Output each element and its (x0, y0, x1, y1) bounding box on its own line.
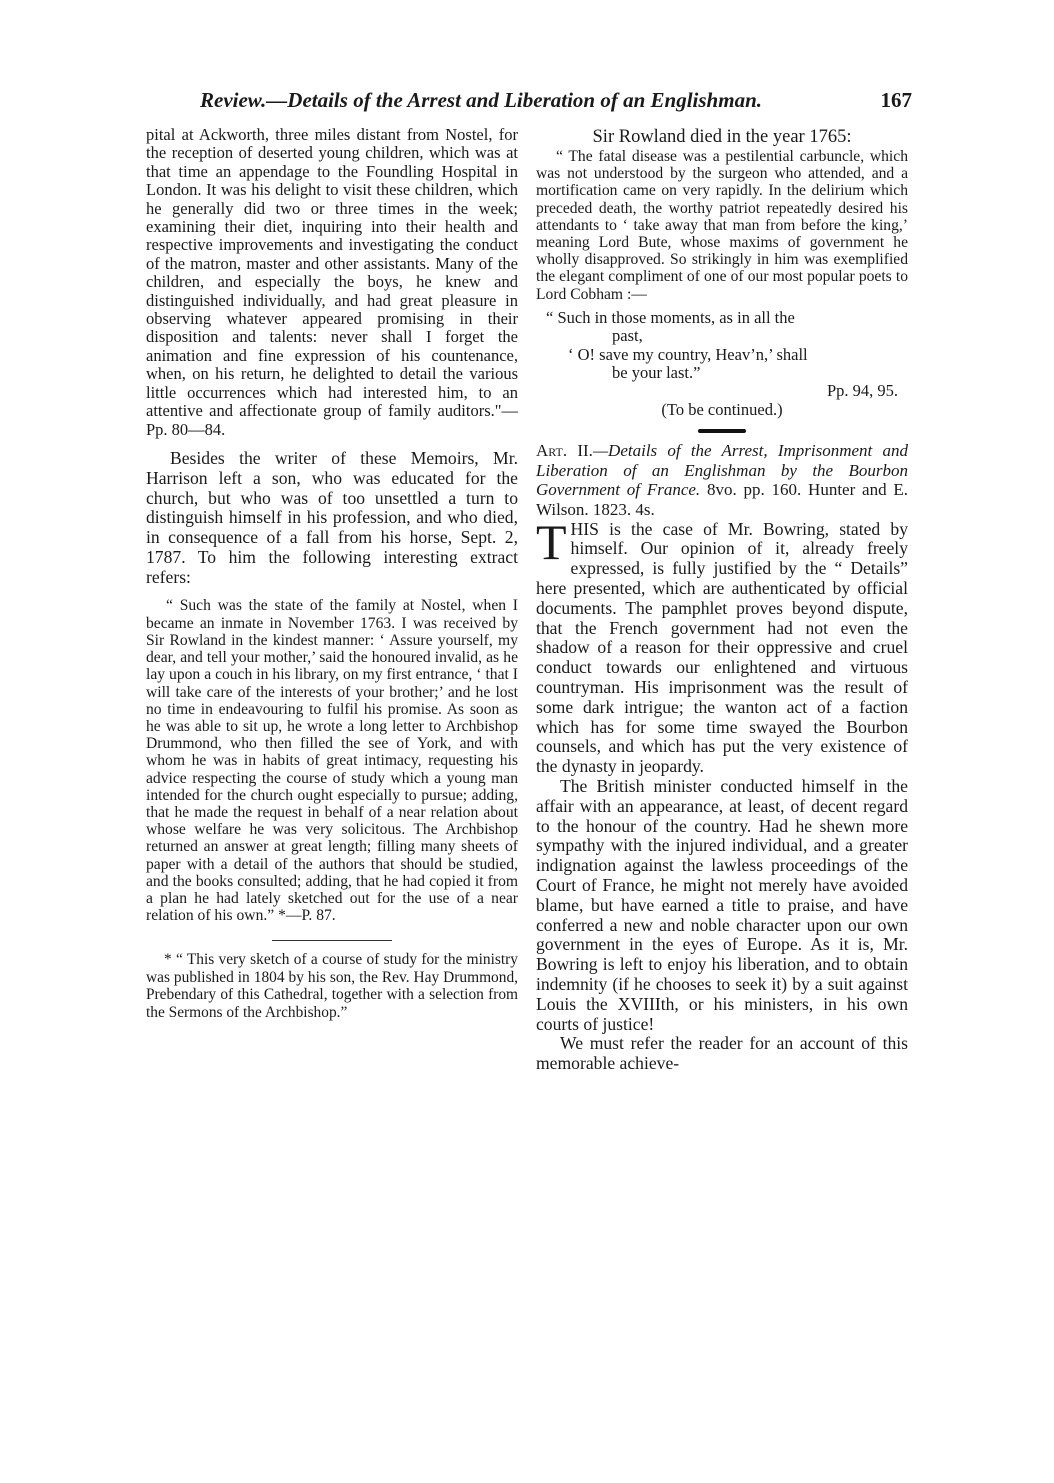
paragraph-death-year: Sir Rowland died in the year 1765: (592, 127, 852, 147)
running-title: Review.—Details of the Arrest and Liberation of an Englishman. (200, 88, 762, 112)
section-divider (698, 429, 746, 433)
page-reference: Pp. 94, 95. (826, 381, 898, 401)
article-info: 8vo. pp. 160. Hunter and E. Wilson. 1823. 4s. (536, 480, 909, 520)
left-column (146, 126, 518, 1021)
footnote: * “ This very sketch of a course of study for the ministry was published in 1804 by his son, the Rev. Hay Drummond, Prebendary of this Cathedral, together with a selection from the Sermons of the Archbishop.” (146, 951, 518, 1021)
verse-quote (536, 309, 908, 383)
right-column (536, 126, 908, 1074)
running-header (200, 88, 912, 118)
to-be-continued: (To be continued.) (661, 399, 783, 419)
paragraph-bowring-case (536, 513, 908, 777)
paragraph-refer-reader: We must refer the reader for an account of this memorable achieve- (536, 1033, 908, 1074)
quote-nostel: “ Such was the state of the family at Nostel, when I became an inmate in November 1763. I was received by Sir Rowland in the kindest manner: ‘ Assure yourself, my dear, and tell your mother,’ said the honoured invalid, as he lay upon a couch in his library, on my first entrance, ‘ that I will take care of the interests of your brother;’ and he lost no time in endeavouring to fulfil his promise. As soon as he was able to sit up, he wrote a long letter to Archbishop Drummond, who then filled the see of York, and with whom he was in habits of great intimacy, requesting his advice respecting the course of study which a young man intended for the church ought especially to pursue; adding, that he made the request in behalf of a near relation about whose welfare he was very solicitous. The Archbishop returned an answer at great length; filling many sheets of paper with a detail of the authors that should be studied, and the books consulted; adding, that he had copied it from a plan he had lately sketched out for the use of a near relation of his own.” *—P. 87. (146, 597, 518, 925)
drop-cap: T (536, 513, 567, 570)
quote-fatal-disease: “ The fatal disease was a pestilential carbuncle, which was not understood by the surgeon who attended, and a mortification came on very rapidly. In the delirium which preceded death, the worthy patriot repeatedly desired his attendants to ‘ take away that man from before the king,’ meaning Lord Bute, whose maxims of government he wholly disapproved. So strikingly in him was exemplified the elegant compliment of one of our most popular poets to Lord Cobham :— (536, 148, 908, 303)
paragraph-british-minister: The British minister conducted himself in the affair with an appearance, at least, of decent regard to the honour of the country. Had he shewn more sympathy with the injured individual, and a greater indignation against the lawless proceedings of the Court of France, he might not merely have avoided blame, but have earned a title to praise, and have conferred a new and noble character upon our own government in the eyes of Europe. As it is, Mr. Bowring is left to enjoy his liberation, and to obtain indemnity (if he chooses to seek it) by a suit against Louis the XVIIIth, or his ministers, in his own courts of justice! (536, 776, 908, 1034)
article-heading (536, 441, 908, 519)
verse-line-4: be your last.” (612, 363, 701, 383)
paragraph-bowring-text: HIS is the case of Mr. Bowring, stated by himself. Our opinion of it, already freely expressed, is fully justified by the “ Details” here presented, which are authenticated by official documents. The pamphlet proves beyond dispute, that the French government had not even the shadow of a reason for their oppressive and cruel conduct towards our enlightened and virtuous countryman. His imprisonment was the result of some dark intrigue; the wanton act of a faction which has for some time swayed the Bourbon counsels, and which has put the very existence of the dynasty in jeopardy. (536, 518, 908, 777)
article-title: —Details of the Arrest, Imprisonment and Liberation of an Englishman by the Bourbon Government of France. (536, 441, 908, 500)
page-number: 167 (880, 88, 912, 112)
paragraph-harrison-son: Besides the writer of these Memoirs, Mr. Harrison left a son, who was educated for the church, but who was of too unsettled a turn to distinguish himself in his profession, and who died, in consequence of a fall from his horse, Sept. 2, 1787. To him the following interesting extract refers: (146, 447, 518, 587)
verse-line-1: “ Such in those moments, as in all the (546, 307, 795, 327)
article-label: Art. II. (536, 441, 593, 461)
verse-line-2: past, (612, 326, 643, 346)
footnote-rule (272, 940, 392, 941)
paragraph-ackworth: pital at Ackworth, three miles distant from Nostel, for the reception of deserted young children, which was at that time an appendage to the Foundling Hospital in London. It was his delight to visit these children, which he generally did two or three times in the week; examining their diet, inquiring into their health and respective improvements and investigating the conduct of the matron, master and other assistants. Many of the children, and especially the boys, he knew and distinguished individually, and had great pleasure in observing whatever appeared promising in their disposition and talents: never shall I forget the animation and fine expression of his countenance, when, on his return, he delighted to detail the various little occurrences which had interested him, to an attentive and affectionate group of family auditors."—Pp. 80—84. (146, 125, 518, 439)
verse-line-3: ‘ O! save my country, Heav’n,’ shall (568, 344, 808, 364)
